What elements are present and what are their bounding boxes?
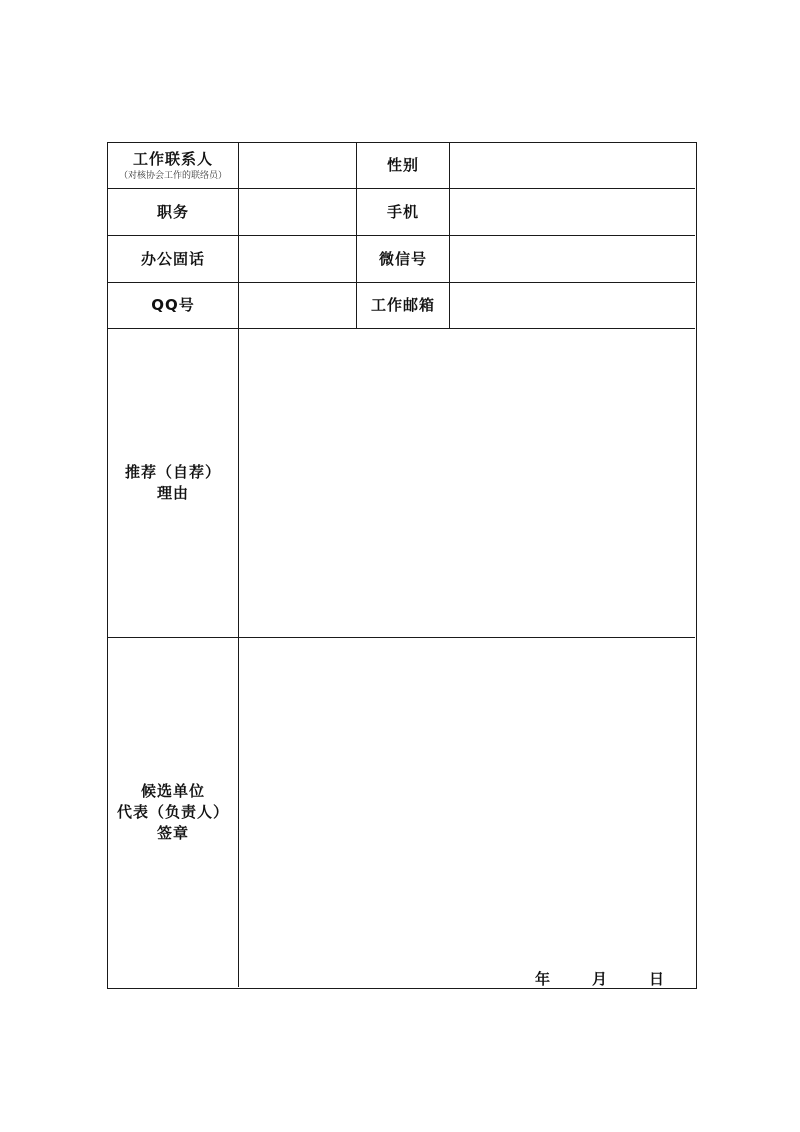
wechat-field[interactable] — [450, 236, 695, 282]
contact-label — [108, 143, 238, 188]
contact-field[interactable] — [239, 143, 356, 188]
position-label: 职务 — [156, 202, 189, 221]
qq-label: QQ号 — [151, 296, 195, 314]
reason-field[interactable] — [239, 329, 695, 637]
office-phone-field[interactable] — [239, 236, 356, 282]
contact-label-text: 工作联系人 — [132, 150, 213, 168]
wechat-label: 微信号 — [378, 249, 427, 268]
gender-field[interactable] — [450, 143, 695, 188]
mobile-label: 手机 — [386, 202, 419, 221]
office-phone-label: 办公固话 — [140, 249, 205, 268]
work-email-field[interactable] — [450, 283, 695, 328]
signature-label-line1: 候选单位 — [140, 782, 205, 800]
reason-label-line1: 推荐（自荐） — [124, 463, 221, 481]
work-email-label: 工作邮箱 — [370, 296, 435, 314]
reason-label — [108, 329, 238, 637]
application-form-table — [107, 142, 697, 989]
gender-label: 性别 — [386, 156, 419, 174]
mobile-field[interactable] — [450, 189, 695, 235]
signature-label — [108, 638, 238, 987]
qq-field[interactable] — [239, 283, 356, 328]
signature-label-line2: 代表（负责人） — [116, 803, 229, 821]
signature-label-line3: 签章 — [156, 824, 189, 842]
signature-field[interactable] — [239, 638, 695, 987]
date-day-label: 日 — [649, 970, 665, 988]
contact-label-note: （对核协会工作的联络员） — [118, 171, 227, 181]
reason-label-line2: 理由 — [156, 484, 189, 502]
date-year-label: 年 — [535, 970, 551, 988]
position-field[interactable] — [239, 189, 356, 235]
date-month-label: 月 — [592, 970, 608, 988]
